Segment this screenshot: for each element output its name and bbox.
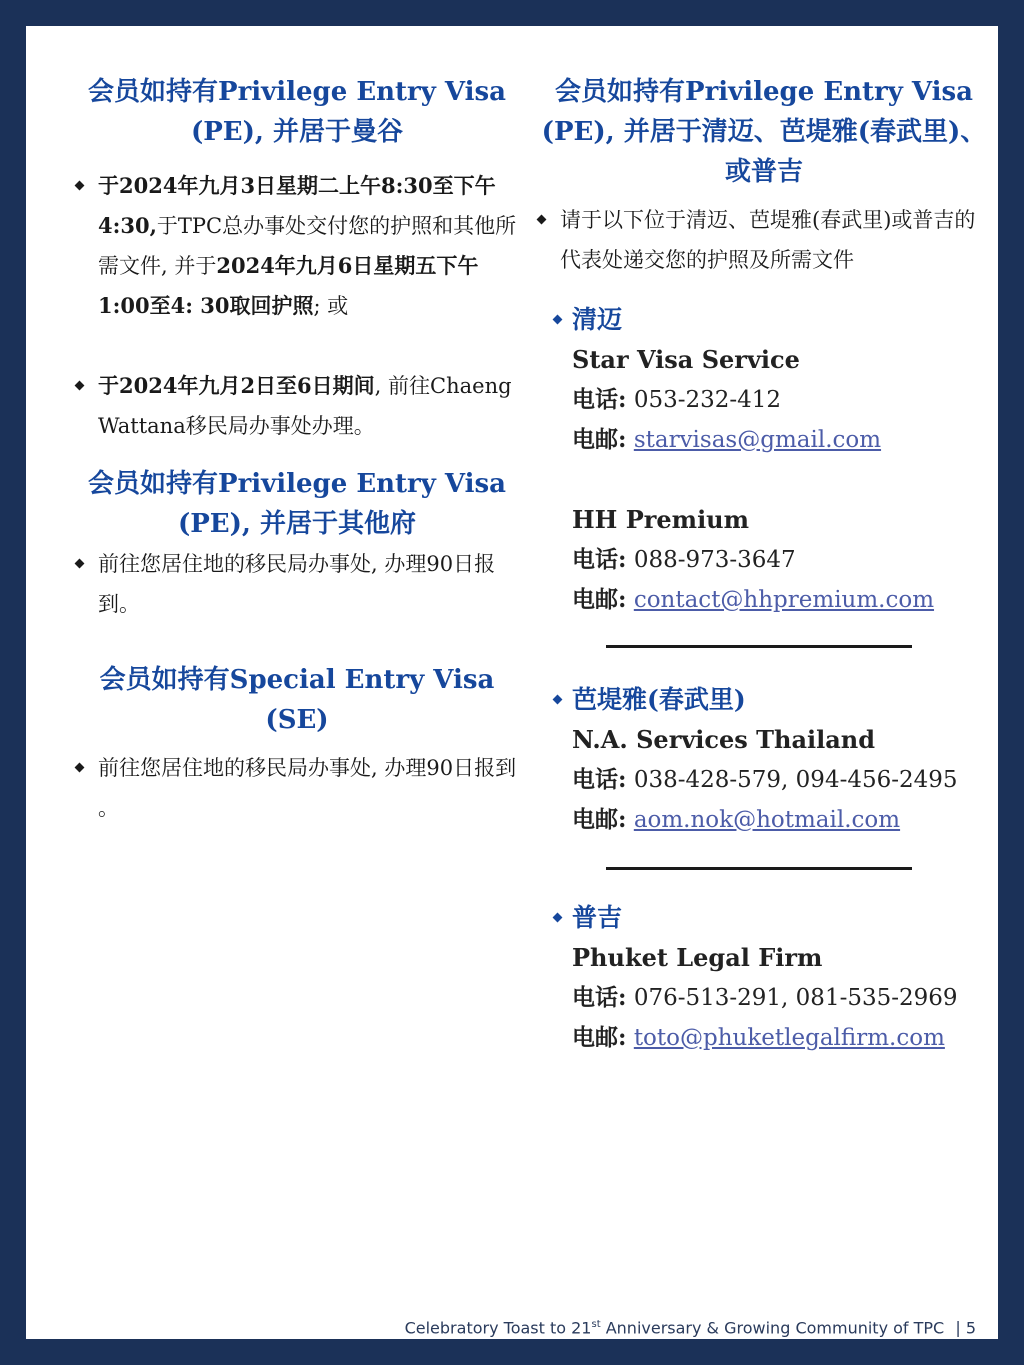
bullet-diamond-icon	[75, 559, 85, 569]
bullet-diamond-icon	[553, 913, 563, 923]
phone-number: 088-973-3647	[633, 547, 796, 573]
phone-label: 电话:	[572, 984, 627, 1011]
heading-line: 会员如持有Privilege Entry Visa	[555, 77, 973, 107]
section-other-provinces	[72, 464, 522, 624]
bullet-text: 请于以下位于清迈、芭堤雅(春武里)或普吉的代表处递交您的护照及所需文件	[560, 208, 976, 272]
footer-text: Anniversary & Growing Community of TPC	[600, 1318, 945, 1338]
page-number: 5	[965, 1318, 976, 1338]
bullet-office-submission	[72, 166, 522, 326]
section-heading	[72, 464, 522, 544]
bullet-chaeng-wattana	[72, 366, 522, 446]
region-name: 清迈	[572, 305, 623, 334]
section-heading	[534, 72, 994, 192]
region-pattaya	[534, 680, 1024, 840]
email-link[interactable]: contact@hhpremium.com	[633, 587, 935, 613]
email-label: 电邮:	[572, 586, 627, 613]
section-special-entry	[72, 660, 522, 828]
bullet-bold-text: 于2024年九月2日至6日期间	[98, 373, 375, 398]
bullet-diamond-icon	[75, 181, 85, 191]
bullet-text: ; 或	[313, 294, 349, 318]
section-divider	[606, 645, 912, 648]
bullet-text: 前往您居住地的移民局办事处, 办理90日报到。	[98, 552, 496, 616]
region-name: 芭堤雅(春武里)	[572, 685, 746, 714]
email-line	[572, 800, 1024, 840]
heading-line: (PE), 并居于曼谷	[190, 117, 404, 147]
section-bangkok	[72, 72, 522, 152]
page-footer	[405, 1315, 976, 1338]
bullet-bold-text: 2024年九月6日星期五下午1:00至4: 30取回护照	[98, 253, 479, 318]
bullet-diamond-icon	[75, 763, 85, 773]
provider-name: Star Visa Service	[572, 345, 800, 374]
phone-number: 038-428-579, 094-456-2495	[633, 767, 958, 793]
section-heading: 会员如持有Special Entry Visa (SE)	[99, 665, 495, 735]
bullet-text: , 前往Chaeng Wattana移民局办事处办理。	[98, 374, 512, 438]
email-label: 电邮:	[572, 426, 627, 453]
heading-line: 会员如持有Privilege Entry Visa	[88, 469, 506, 499]
email-line	[572, 420, 1024, 460]
bullet-text: 前往您居住地的移民局办事处, 办理90日报到 。	[98, 756, 517, 820]
email-link[interactable]: starvisas@gmail.com	[633, 427, 882, 453]
section-divider	[606, 867, 912, 870]
heading-line: 会员如持有Privilege Entry Visa	[88, 77, 506, 107]
email-line	[572, 580, 1024, 620]
footer-text: Celebratory Toast to 21	[404, 1318, 592, 1338]
phone-line	[572, 380, 1024, 420]
email-link[interactable]: toto@phuketlegalfirm.com	[633, 1025, 945, 1051]
phone-line	[572, 540, 1024, 580]
email-link[interactable]: aom.nok@hotmail.com	[633, 807, 901, 833]
region-name: 普吉	[572, 903, 623, 932]
provider-name: Phuket Legal Firm	[572, 943, 823, 972]
provider-name: N.A. Services Thailand	[572, 725, 876, 754]
bullet-diamond-icon	[537, 215, 547, 225]
phone-label: 电话:	[572, 546, 627, 573]
heading-line: (PE), 并居于清迈、芭堤雅(春武里)、	[541, 117, 987, 147]
heading-line: 或普吉	[724, 157, 803, 187]
bullet-bold-text: 于2024年九月3日星期二上午8:30至下午4:30,	[98, 173, 496, 238]
footer-separator: |	[955, 1318, 961, 1338]
bullet-diamond-icon	[553, 695, 563, 705]
section-heading	[72, 72, 522, 152]
email-line	[572, 1018, 1024, 1058]
phone-line	[572, 978, 1024, 1018]
footer-superscript: st	[591, 1319, 601, 1330]
phone-line	[572, 760, 1024, 800]
region-chiangmai	[534, 300, 1024, 620]
phone-label: 电话:	[572, 386, 627, 413]
phone-label: 电话:	[572, 766, 627, 793]
provider-name: HH Premium	[572, 505, 750, 534]
phone-number: 076-513-291, 081-535-2969	[633, 985, 958, 1011]
bullet-text: 于TPC总办事处交付您的护照和其他所需文件, 并于	[98, 214, 517, 278]
bullet-diamond-icon	[553, 315, 563, 325]
heading-line: (PE), 并居于其他府	[177, 509, 417, 539]
email-label: 电邮:	[572, 1024, 627, 1051]
page	[26, 26, 998, 1339]
phone-number: 053-232-412	[633, 387, 782, 413]
section-regional	[534, 72, 994, 280]
region-phuket	[534, 898, 1024, 1058]
bullet-diamond-icon	[75, 381, 85, 391]
email-label: 电邮:	[572, 806, 627, 833]
